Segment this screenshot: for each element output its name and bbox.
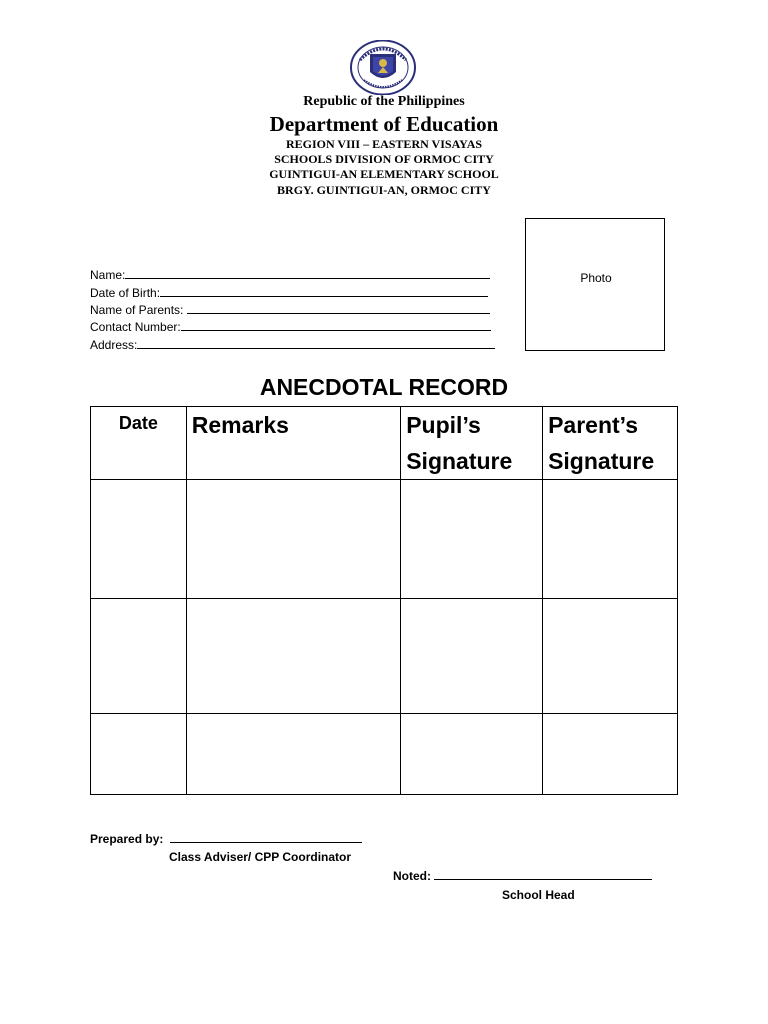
address-field (90, 337, 495, 353)
school-address-heading: BRGY. GUINTIGUI-AN, ORMOC CITY (277, 183, 491, 197)
pupil-signature-column-header: Pupil’s Signature (401, 407, 543, 480)
photo-label: Photo (580, 271, 612, 285)
name-blank (125, 268, 490, 279)
prepared-by-role: Class Adviser/ CPP Coordinator (169, 850, 352, 864)
parent-signature-column-header: Parent’s Signature (543, 407, 678, 480)
birth-blank (160, 286, 488, 297)
school-heading: GUINTIGUI-AN ELEMENTARY SCHOOL (269, 167, 499, 181)
noted-signature-blank (434, 869, 652, 880)
region-heading: REGION VIII – EASTERN VISAYAS (285, 137, 483, 151)
name-label: Name: (90, 268, 126, 282)
pupil-signature-cell[interactable] (401, 480, 543, 599)
pupil-signature-cell[interactable] (401, 599, 543, 714)
table-row (91, 599, 678, 714)
photo-box (525, 218, 665, 351)
deped-seal-logo (350, 40, 416, 95)
prepared-by-line (90, 832, 362, 846)
division-heading: SCHOOLS DIVISION OF ORMOC CITY (274, 152, 494, 166)
remarks-column-header: Remarks (186, 407, 400, 480)
address-label: Address: (90, 338, 138, 352)
department-heading: Department of Education (269, 112, 499, 136)
remarks-cell[interactable] (186, 599, 400, 714)
parents-blank (187, 303, 490, 314)
contact-field (90, 319, 491, 335)
noted-label: Noted: (393, 869, 431, 883)
parent-signature-cell[interactable] (543, 714, 678, 795)
address-blank (137, 338, 495, 349)
noted-line (393, 869, 652, 883)
table-header-row (91, 407, 678, 480)
table-row (91, 714, 678, 795)
pupil-signature-cell[interactable] (401, 714, 543, 795)
parent-signature-cell[interactable] (543, 480, 678, 599)
anecdotal-record-table (90, 406, 678, 795)
republic-heading: Republic of the Philippines (303, 94, 465, 109)
contact-blank (181, 320, 491, 331)
date-cell[interactable] (91, 480, 187, 599)
contact-label: Contact Number: (90, 320, 181, 334)
birth-label: Date of Birth: (90, 286, 161, 300)
birth-field (90, 285, 488, 301)
date-cell[interactable] (91, 599, 187, 714)
noted-role: School Head (502, 888, 575, 902)
remarks-cell[interactable] (186, 480, 400, 599)
prepared-by-signature-blank (170, 832, 362, 843)
date-column-header: Date (91, 407, 187, 480)
parents-label: Name of Parents: (90, 303, 184, 317)
name-field (90, 267, 490, 283)
table-row (91, 480, 678, 599)
record-title: ANECDOTAL RECORD (259, 374, 509, 400)
prepared-by-label: Prepared by: (90, 832, 164, 846)
parents-field (90, 302, 490, 318)
date-cell[interactable] (91, 714, 187, 795)
parent-signature-cell[interactable] (543, 599, 678, 714)
remarks-cell[interactable] (186, 714, 400, 795)
